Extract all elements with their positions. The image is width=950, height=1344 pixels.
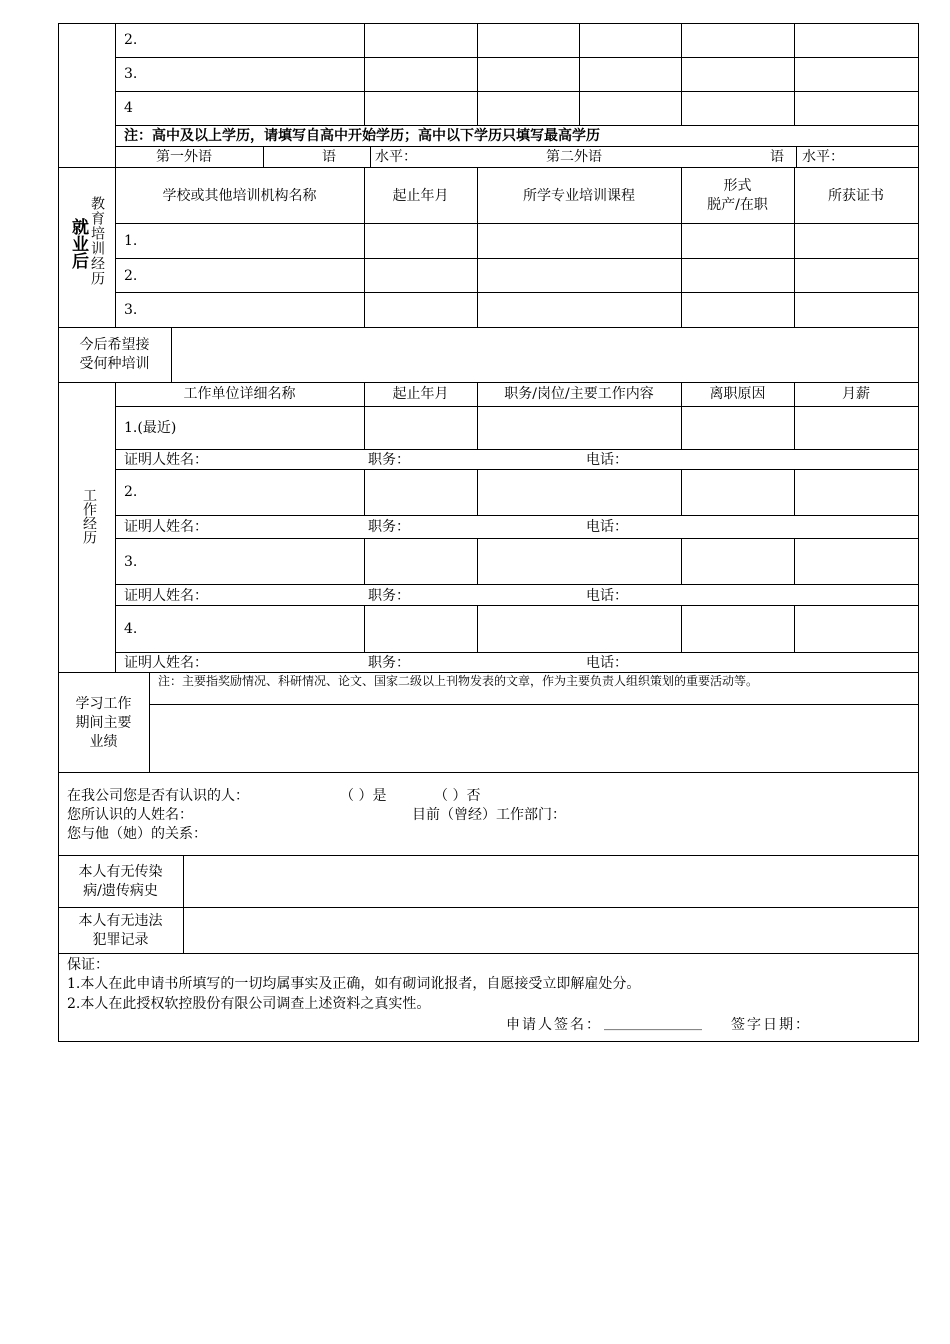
- work-ref-name-2: 证明人姓名：: [124, 519, 208, 535]
- disease-label-1: 本人有无传染: [78, 864, 163, 880]
- second-language-yu: 语: [770, 149, 784, 165]
- training-header-cert: 所获证书: [828, 188, 884, 204]
- work-ref-title-2: 职务：: [368, 519, 410, 535]
- hope-label-1: 今后希望接: [79, 337, 150, 353]
- first-language-yu: 语: [322, 149, 336, 165]
- criminal-label-2: 犯罪记录: [92, 932, 149, 948]
- work-row-4: 4.: [124, 621, 138, 637]
- achievement-note: 注：主要指奖励情况、科研情况、论文、国家二级以上刊物发表的文章，作为主要负责人组织策划的重要活动等。: [158, 674, 759, 688]
- work-header-duty: 职务/岗位/主要工作内容: [504, 386, 654, 402]
- work-row-2: 2.: [124, 484, 138, 500]
- work-row-1: 1.(最近): [124, 420, 177, 436]
- work-ref-phone-3: 电话：: [586, 588, 628, 604]
- training-header-course: 所学专业培训课程: [523, 188, 635, 204]
- work-header-company: 工作单位详细名称: [183, 386, 296, 402]
- first-language-level: 水平：: [375, 149, 417, 165]
- guarantee-line-2: 2.本人在此授权软控股份有限公司调查上述资料之真实性。: [67, 996, 431, 1012]
- work-ref-phone-1: 电话：: [586, 452, 628, 468]
- training-row-1: 1.: [124, 233, 138, 249]
- achievement-label-1: 学习工作: [75, 696, 132, 712]
- edu-note: 注：高中及以上学历，请填写自高中开始学历；高中以下学历只填写最高学历: [124, 128, 600, 144]
- sign-date-label: 签字日期：: [731, 1017, 811, 1033]
- training-header-form-1: 形式: [723, 178, 752, 194]
- first-language-label: 第一外语: [156, 149, 212, 165]
- work-header-salary: 月薪: [842, 386, 870, 402]
- acquaintance-dept: 目前（曾经）工作部门：: [412, 807, 566, 823]
- achievement-label-3: 业绩: [89, 734, 118, 750]
- work-ref-phone-4: 电话：: [586, 655, 628, 671]
- guarantee-title: 保证：: [67, 957, 109, 973]
- work-ref-title-4: 职务：: [368, 655, 410, 671]
- work-ref-phone-2: 电话：: [586, 519, 628, 535]
- acquaintance-no[interactable]: （ ）否: [434, 788, 481, 804]
- acquaintance-name: 您所认识的人姓名：: [67, 807, 193, 823]
- sign-blank[interactable]: ______________: [604, 1015, 702, 1031]
- work-ref-title-1: 职务：: [368, 452, 410, 468]
- work-side: [78, 488, 98, 551]
- work-ref-name-4: 证明人姓名：: [124, 655, 208, 671]
- training-side-small-text: 教育培训经历: [89, 196, 105, 286]
- training-header-form-2: 脱产/在职: [707, 197, 768, 213]
- hope-label-2: 受何种培训: [79, 356, 150, 372]
- achievement-label-2: 期间主要: [75, 715, 132, 731]
- sign-label: 申请人签名：: [506, 1017, 602, 1033]
- work-row-3: 3.: [124, 554, 138, 570]
- training-row-2: 2.: [124, 268, 138, 284]
- work-header-reason: 离职原因: [709, 386, 766, 402]
- acquaintance-question: 在我公司您是否有认识的人：: [67, 788, 249, 804]
- training-side-small: [87, 196, 107, 290]
- edu-row-4: 4: [124, 100, 133, 116]
- training-row-3: 3.: [124, 302, 138, 318]
- acquaintance-yes[interactable]: （ ）是: [340, 788, 387, 804]
- guarantee-line-1: 1.本人在此申请书所填写的一切均属事实及正确，如有砌词讹报者，自愿接受立即解雇处分。: [67, 976, 641, 992]
- work-side-text: 工作经历: [81, 488, 97, 544]
- work-ref-name-3: 证明人姓名：: [124, 588, 208, 604]
- training-header-school: 学校或其他培训机构名称: [162, 188, 317, 204]
- criminal-label-1: 本人有无违法: [78, 913, 163, 929]
- training-header-period: 起止年月: [392, 188, 449, 204]
- work-header-period: 起止年月: [392, 386, 449, 402]
- edu-row-3: 3.: [124, 66, 138, 82]
- work-ref-title-3: 职务：: [368, 588, 410, 604]
- work-ref-name-1: 证明人姓名：: [124, 452, 208, 468]
- edu-row-2: 2.: [124, 32, 138, 48]
- acquaintance-relation: 您与他（她）的关系：: [67, 826, 207, 842]
- second-language-level: 水平：: [802, 149, 844, 165]
- second-language-label: 第二外语: [546, 149, 602, 165]
- disease-label-2: 病/遗传病史: [83, 883, 158, 899]
- training-side-big-text: 就业后: [68, 218, 88, 269]
